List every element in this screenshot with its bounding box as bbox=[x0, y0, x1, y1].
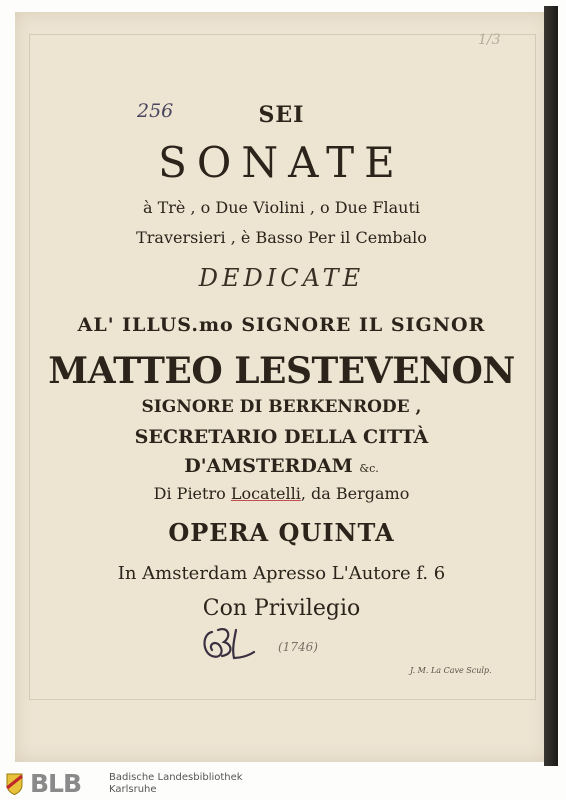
composer-suffix: , da Bergamo bbox=[300, 484, 410, 503]
composer-prefix: Di Pietro bbox=[153, 484, 226, 503]
dedicatee-title-3 bbox=[15, 455, 548, 477]
library-name bbox=[109, 772, 243, 796]
composer-line bbox=[15, 484, 548, 503]
pencil-mark: 1/3 bbox=[478, 32, 501, 48]
dedicate-heading: DEDICATE bbox=[198, 264, 365, 292]
instrumentation-line-2: Traversieri , è Basso Per il Cembalo bbox=[136, 228, 427, 247]
title-sonate: SONATE bbox=[158, 138, 405, 187]
dedicatee-title-1: SIGNORE DI BERKENRODE , bbox=[141, 397, 422, 417]
shelf-note: (1746) bbox=[278, 640, 318, 654]
baden-coat-of-arms-icon bbox=[6, 773, 23, 795]
dedication-line: AL' ILLUS.mo SIGNORE IL SIGNOR bbox=[77, 314, 486, 336]
opus-title: OPERA QUINTA bbox=[168, 518, 395, 547]
library-footer bbox=[0, 768, 566, 800]
dedicatee-name: MATTEO LESTEVENON bbox=[48, 350, 515, 392]
title-sei: SEI bbox=[258, 102, 305, 128]
dedicatee-title-3-text: D'AMSTERDAM bbox=[184, 455, 353, 477]
dedicatee-title-2: SECRETARIO DELLA CITTÀ bbox=[134, 426, 429, 448]
library-name-line-2: Karlsruhe bbox=[109, 784, 157, 795]
privilege-line: Con Privilegio bbox=[202, 596, 361, 621]
library-name-line-1: Badische Landesbibliothek bbox=[109, 772, 243, 783]
monogram-signature-icon bbox=[198, 622, 258, 666]
instrumentation-line-1: à Trè , o Due Violini , o Due Flauti bbox=[142, 198, 421, 217]
engraver-credit: J. M. La Cave Sculp. bbox=[410, 666, 492, 675]
blb-logo: BLB bbox=[30, 769, 82, 798]
composer-name: Locatelli bbox=[230, 484, 301, 503]
inventory-number: 256 bbox=[137, 100, 174, 122]
dedicatee-title-3-suffix: &c. bbox=[359, 462, 379, 475]
publisher-line: In Amsterdam Apresso L'Autore f. 6 bbox=[117, 563, 446, 584]
